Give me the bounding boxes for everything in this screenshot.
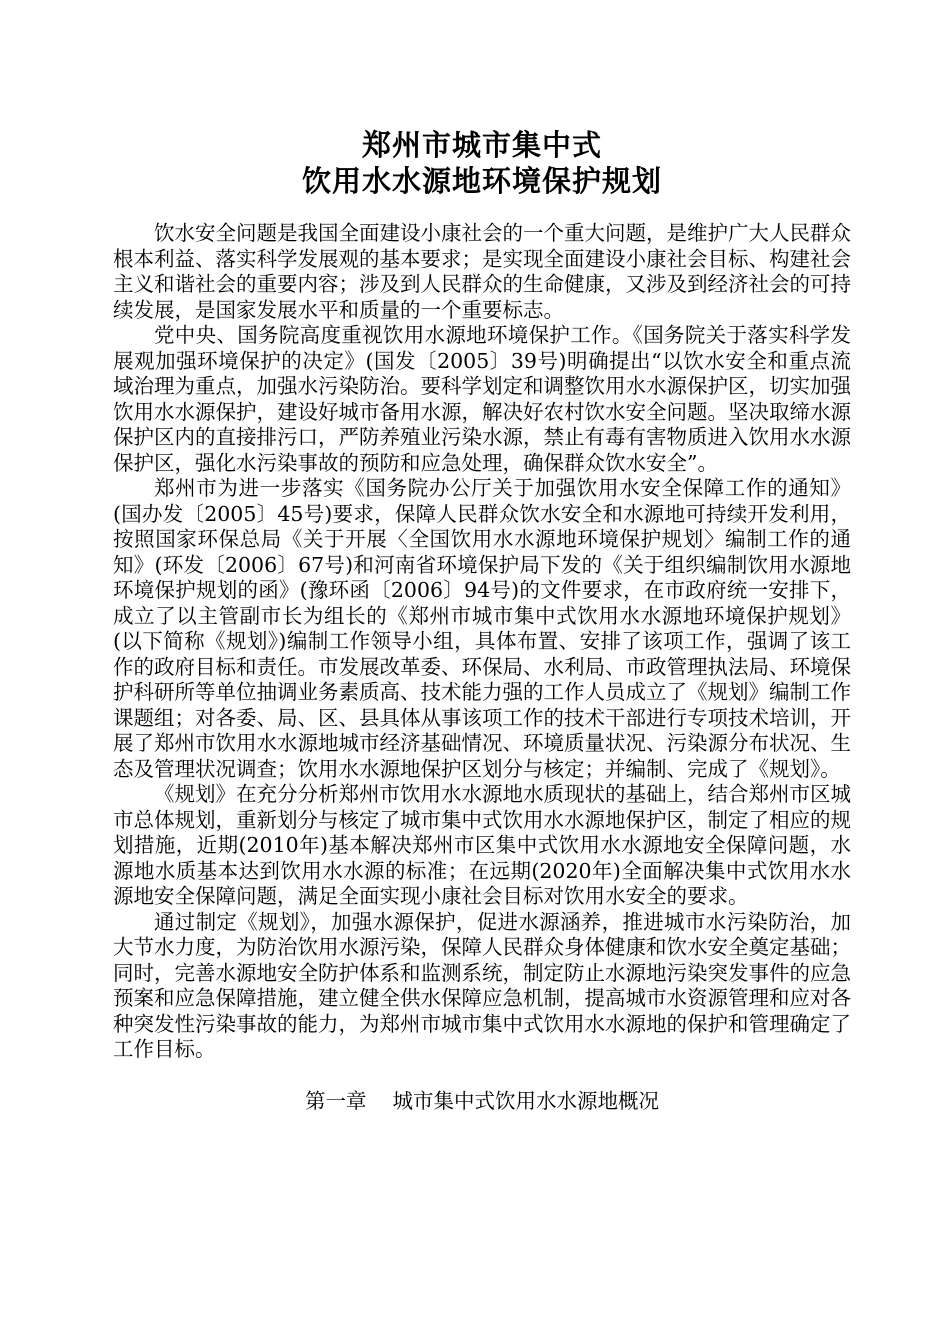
paragraph-4: 《规划》在充分分析郑州市饮用水水源地水质现状的基础上，结合郑州市区城市总体规划，重新划分与核定了城市集中式饮用水水源地保护区，制定了相应的规划措施，近期(2010年)基本解决郑州市区集中式饮用水水源地安全保障问题，水源地水质基本达到饮用水水源的标准；在远期(2020年)全面解决集中式饮用水水源地安全保障问题，满足全面实现小康社会目标对饮用水安全的要求。 xyxy=(113,782,851,908)
chapter-heading: 第一章 城市集中式饮用水水源地概况 xyxy=(304,1088,660,1113)
document-body xyxy=(113,221,851,1063)
document-page xyxy=(113,127,851,1114)
title-line-1: 郑州市城市集中式 xyxy=(361,128,602,162)
paragraph-5: 通过制定《规划》，加强水源保护，促进水源涵养，推进城市水污染防治，加大节水力度，为防治饮用水源污染，保障人民群众身体健康和饮水安全奠定基础；同时，完善水源地安全防护体系和监测系统，制定防止水源地污染突发事件的应急预案和应急保障措施，建立健全供水保障应急机制，提高城市水资源管理和应对各种突发性污染事故的能力，为郑州市城市集中式饮用水水源地的保护和管理确定了工作目标。 xyxy=(113,909,851,1061)
document-title xyxy=(113,127,851,199)
paragraph-3: 郑州市为进一步落实《国务院办公厅关于加强饮用水安全保障工作的通知》(国办发〔2005〕45号)要求，保障人民群众饮水安全和水源地可持续开发利用，按照国家环保总局《关于开展〈全国饮用水水源地环境保护规划〉编制工作的通知》(环发〔2006〕67号)和河南省环境保护局下发的《关于组织编制饮用水源地环境保护规划的函》(豫环函〔2006〕94号)的文件要求，在市政府统一安排下，成立了以主管副市长为组长的《郑州市城市集中式饮用水水源地环境保护规划》(以下简称《规划》)编制工作领导小组，具体布置、安排了该项工作，强调了该工作的政府目标和责任。市发展改革委、环保局、水利局、市政管理执法局、环境保护科研所等单位抽调业务素质高、技术能力强的工作人员成立了《规划》编制工作课题组；对各委、局、区、县具体从事该项工作的技术干部进行专项技术培训，开展了郑州市饮用水水源地城市经济基础情况、环境质量状况、污染源分布状况、生态及管理状况调查；饮用水水源地保护区划分与核定；并编制、完成了《规划》。 xyxy=(113,476,851,781)
paragraph-2: 党中央、国务院高度重视饮用水源地环境保护工作。《国务院关于落实科学发展观加强环境保护的决定》(国发〔2005〕39号)明确提出“以饮水安全和重点流域治理为重点，加强水污染防治。要科学划定和调整饮用水水源保护区，切实加强饮用水水源保护，建设好城市备用水源，解决好农村饮水安全问题。坚决取缔水源保护区内的直接排污口，严防养殖业污染水源，禁止有毒有害物质进入饮用水水源保护区，强化水污染事故的预防和应急处理，确保群众饮水安全”。 xyxy=(113,323,851,475)
title-line-2: 饮用水水源地环境保护规划 xyxy=(301,164,662,198)
paragraph-1: 饮水安全问题是我国全面建设小康社会的一个重大问题，是维护广大人民群众根本利益、落实科学发展观的基本要求；是实现全面建设小康社会目标、构建社会主义和谐社会的重要内容；涉及到人民群众的生命健康，又涉及到经济社会的可持续发展，是国家发展水平和质量的一个重要标志。 xyxy=(113,221,851,322)
